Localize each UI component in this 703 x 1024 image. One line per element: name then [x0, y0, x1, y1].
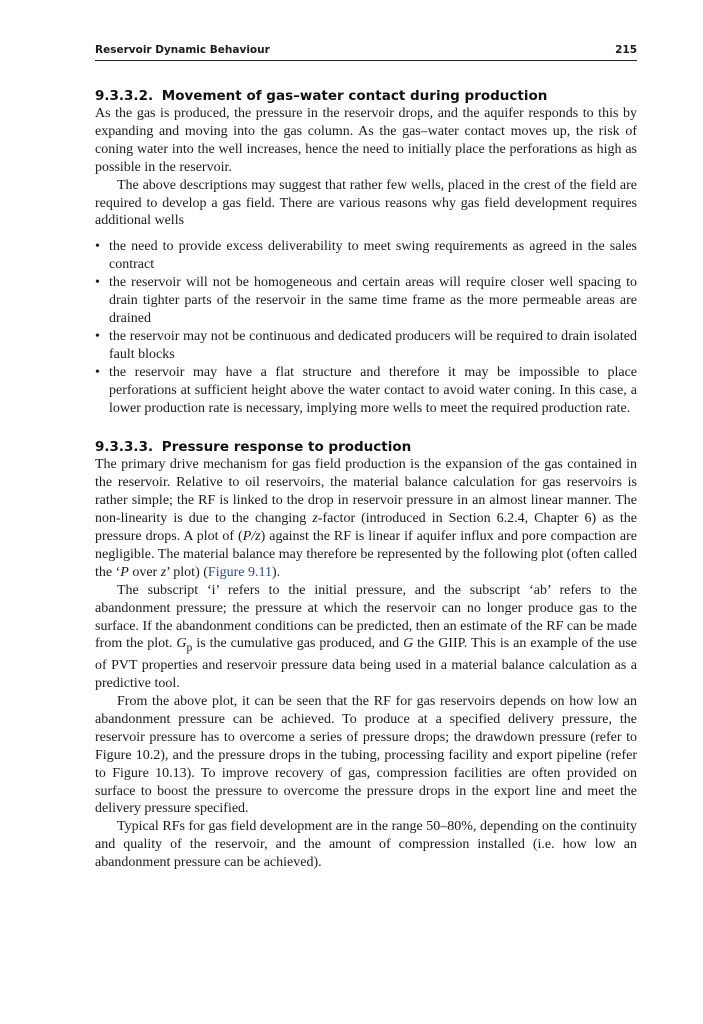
- paragraph: The above descriptions may suggest that rather few wells, placed in the crest of the field are required to develop a gas field. There are various reasons why gas field development requires additional wells: [95, 177, 637, 229]
- section-heading-gas-water-contact: [95, 88, 637, 105]
- math-variable: z: [160, 564, 167, 580]
- paragraph: From the above plot, it can be seen that the RF for gas reservoirs depends on how low an abandonment pressure can be achieved. To produce at a specified delivery pressure, the reservoir pressure has to overcome a series of pressure drops; the drawdown pressure (refer to Figure 10.2), and the pressure drops in the tubing, processing facility and export pipeline (refer to Figure 10.13). To improve recovery of gas, compression facilities are often provided on surface to boost the pressure to overcome the pressure drops in the export line and meet the delivery pressure specified.: [95, 693, 637, 817]
- text-run: ’ plot) (: [166, 564, 208, 580]
- paragraph: As the gas is produced, the pressure in the reservoir drops, and the aquifer responds to this by expanding and moving into the gas column. As the gas–water contact moves up, the risk of coning water into the well increases, hence the need to initially place the perforations as high as possible in the reservoir.: [95, 106, 637, 175]
- section-title: Movement of gas–water contact during production: [161, 88, 548, 104]
- book-page: [95, 44, 637, 872]
- list-item: [95, 274, 637, 328]
- math-variable: G: [176, 636, 187, 652]
- text-run: ) against the RF is linear if aquifer influx and pore compaction are negligible. The material balance may therefore be represented by the following plot (often called the ‘: [95, 529, 637, 580]
- figure-link[interactable]: Figure 9.11: [207, 564, 272, 580]
- bullet-icon: •: [95, 364, 100, 380]
- text-run: -factor (introduced in Section 6.2.4, Chapter 6) as the pressure drops. A plot of (: [95, 511, 637, 545]
- list-item-text: the reservoir may not be continuous and dedicated producers will be required to drain isolated fault blocks: [109, 328, 637, 362]
- text-run: The primary drive mechanism for gas field production is the expansion of the gas contained in the reservoir. Relative to oil reservoirs, the material balance calculation for gas reservoirs is rather simple; the RF is linked to the drop in reservoir pressure in an almost linear manner. The non-linearity is due to the changing: [95, 457, 637, 527]
- text-run: the GIIP. This is an example of the use of PVT properties and reservoir pressure data being used in a material balance calculation as a predictive tool.: [95, 636, 637, 692]
- list-item-text: the reservoir may have a flat structure and therefore it may be impossible to place perforations at sufficient height above the water contact to avoid water coning. In this case, a lower production rate is necessary, implying more wells to meet the required production rate.: [109, 364, 637, 416]
- math-variable: P: [120, 564, 129, 580]
- text-run: The subscript ‘i’ refers to the initial pressure, and the subscript ‘ab’ refers to the abandonment pressure; the pressure at which the reservoir can no longer produce gas to the surface. If the abandonment conditions can be predicted, then an estimate of the RF can be made from the plot.: [95, 582, 637, 652]
- list-item: [95, 328, 637, 364]
- page-number: 215: [615, 44, 637, 56]
- bullet-icon: •: [95, 328, 100, 344]
- list-item-text: the reservoir will not be homogeneous and certain areas will require closer well spacing to drain tighter parts of the reservoir in the same time frame as the more permeable areas are drained: [109, 275, 637, 326]
- paragraph: Typical RFs for gas field development are in the range 50–80%, depending on the continuity and quality of the reservoir, and the amount of compression installed (i.e. how low an abandonment pressure can be achieved).: [95, 819, 637, 871]
- text-run: over: [128, 564, 161, 580]
- section-number: 9.3.3.3.: [95, 439, 154, 456]
- paragraph: [95, 456, 637, 581]
- bullet-icon: •: [95, 275, 100, 291]
- list-item: [95, 238, 637, 274]
- bullet-icon: •: [95, 239, 100, 255]
- math-variable: z: [312, 511, 318, 527]
- list-item: [95, 364, 637, 418]
- section-number: 9.3.3.2.: [95, 88, 154, 104]
- section-heading-pressure-response: [95, 439, 637, 456]
- text-run: ).: [271, 564, 281, 580]
- text-run: is the cumulative gas produced, and: [192, 636, 404, 652]
- section-title: Pressure response to production: [161, 439, 412, 456]
- list-item-text: the need to provide excess deliverability to meet swing requirements as agreed in the sales contract: [109, 239, 637, 273]
- math-subscript: p: [186, 641, 193, 655]
- running-header: [95, 44, 637, 61]
- math-variable: G: [403, 636, 414, 652]
- paragraph: [95, 582, 637, 693]
- math-variable: P/z: [242, 529, 261, 545]
- running-header-title: Reservoir Dynamic Behaviour: [95, 44, 270, 56]
- bullet-list: [95, 238, 637, 417]
